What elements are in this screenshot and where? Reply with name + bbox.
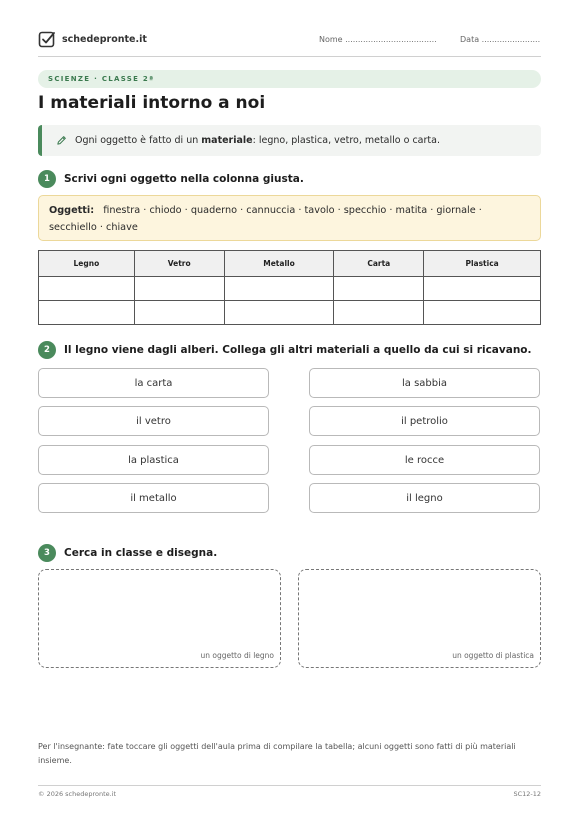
column-header-vetro: Vetro xyxy=(134,251,224,277)
table-cell[interactable] xyxy=(39,277,135,301)
column-header-carta: Carta xyxy=(334,251,424,277)
match-right-item[interactable]: la sabbia xyxy=(309,368,540,398)
drawing-caption: un oggetto di legno xyxy=(200,651,274,660)
footer-copyright: © 2026 schedepronte.it xyxy=(38,790,117,798)
column-header-legno: Legno xyxy=(39,251,135,277)
objects-list: finestra · chiodo · quaderno · cannuccia · tavolo · specchio · matita · giornale · secchiello · chiave xyxy=(49,205,482,233)
brand-name: schedepronte.it xyxy=(62,33,147,45)
objects-box xyxy=(38,195,541,241)
pencil-icon xyxy=(56,135,67,146)
objects-label: Oggetti: xyxy=(49,205,95,216)
drawing-caption: un oggetto di plastica xyxy=(452,651,534,660)
table-cell[interactable] xyxy=(224,301,334,325)
table-cell[interactable] xyxy=(424,277,541,301)
table-cell[interactable] xyxy=(224,277,334,301)
section-instruction: Cerca in classe e disegna. xyxy=(64,547,218,559)
name-line: .................................... xyxy=(345,35,437,44)
table-cell[interactable] xyxy=(134,277,224,301)
match-left-item[interactable]: il metallo xyxy=(38,483,269,513)
section-number: 1 xyxy=(38,170,56,188)
match-right-item[interactable]: il legno xyxy=(309,483,540,513)
date-field[interactable] xyxy=(460,35,540,44)
table-cell[interactable] xyxy=(334,301,424,325)
section-2-heading xyxy=(38,341,532,359)
header-divider xyxy=(38,56,541,57)
name-label: Nome xyxy=(319,35,343,44)
table-cell[interactable] xyxy=(424,301,541,325)
header xyxy=(38,30,541,50)
match-left-item[interactable]: il vetro xyxy=(38,406,269,436)
column-header-metallo: Metallo xyxy=(224,251,334,277)
name-field[interactable] xyxy=(319,35,437,44)
drawing-box-wood[interactable] xyxy=(38,569,281,668)
match-left-item[interactable]: la plastica xyxy=(38,445,269,475)
footer-divider xyxy=(38,785,541,786)
teacher-note: Per l'insegnante: fate toccare gli oggetti dell'aula prima di compilare la tabella; alcuni oggetti sono fatti di più materiali insieme. xyxy=(38,742,516,765)
date-label: Data xyxy=(460,35,480,44)
brand xyxy=(38,30,147,48)
worksheet-page xyxy=(38,0,541,819)
match-right-item[interactable]: le rocce xyxy=(309,445,540,475)
subject-band: SCIENZE · CLASSE 2ª xyxy=(38,70,541,88)
match-left-item[interactable]: la carta xyxy=(38,368,269,398)
date-line: ....................... xyxy=(481,35,541,44)
table-cell[interactable] xyxy=(334,277,424,301)
materials-table xyxy=(38,250,541,325)
match-right-item[interactable]: il petrolio xyxy=(309,406,540,436)
section-3-heading xyxy=(38,544,217,562)
section-instruction: Il legno viene dagli alberi. Collega gli altri materiali a quello da cui si ricavano. xyxy=(64,344,532,356)
drawing-box-plastic[interactable] xyxy=(298,569,541,668)
table-row xyxy=(39,277,541,301)
section-instruction: Scrivi ogni oggetto nella colonna giusta. xyxy=(64,173,304,185)
footer-code: SC12-12 xyxy=(513,790,541,798)
section-number: 3 xyxy=(38,544,56,562)
column-header-plastica: Plastica xyxy=(424,251,541,277)
checkbox-logo-icon xyxy=(38,30,56,48)
table-header-row xyxy=(39,251,541,277)
info-box xyxy=(38,125,541,156)
info-text: Ogni oggetto è fatto di un materiale: legno, plastica, vetro, metallo o carta. xyxy=(75,135,440,146)
table-cell[interactable] xyxy=(134,301,224,325)
table-row xyxy=(39,301,541,325)
section-number: 2 xyxy=(38,341,56,359)
section-1-heading xyxy=(38,170,304,188)
table-cell[interactable] xyxy=(39,301,135,325)
page-title: I materiali intorno a noi xyxy=(38,93,266,113)
